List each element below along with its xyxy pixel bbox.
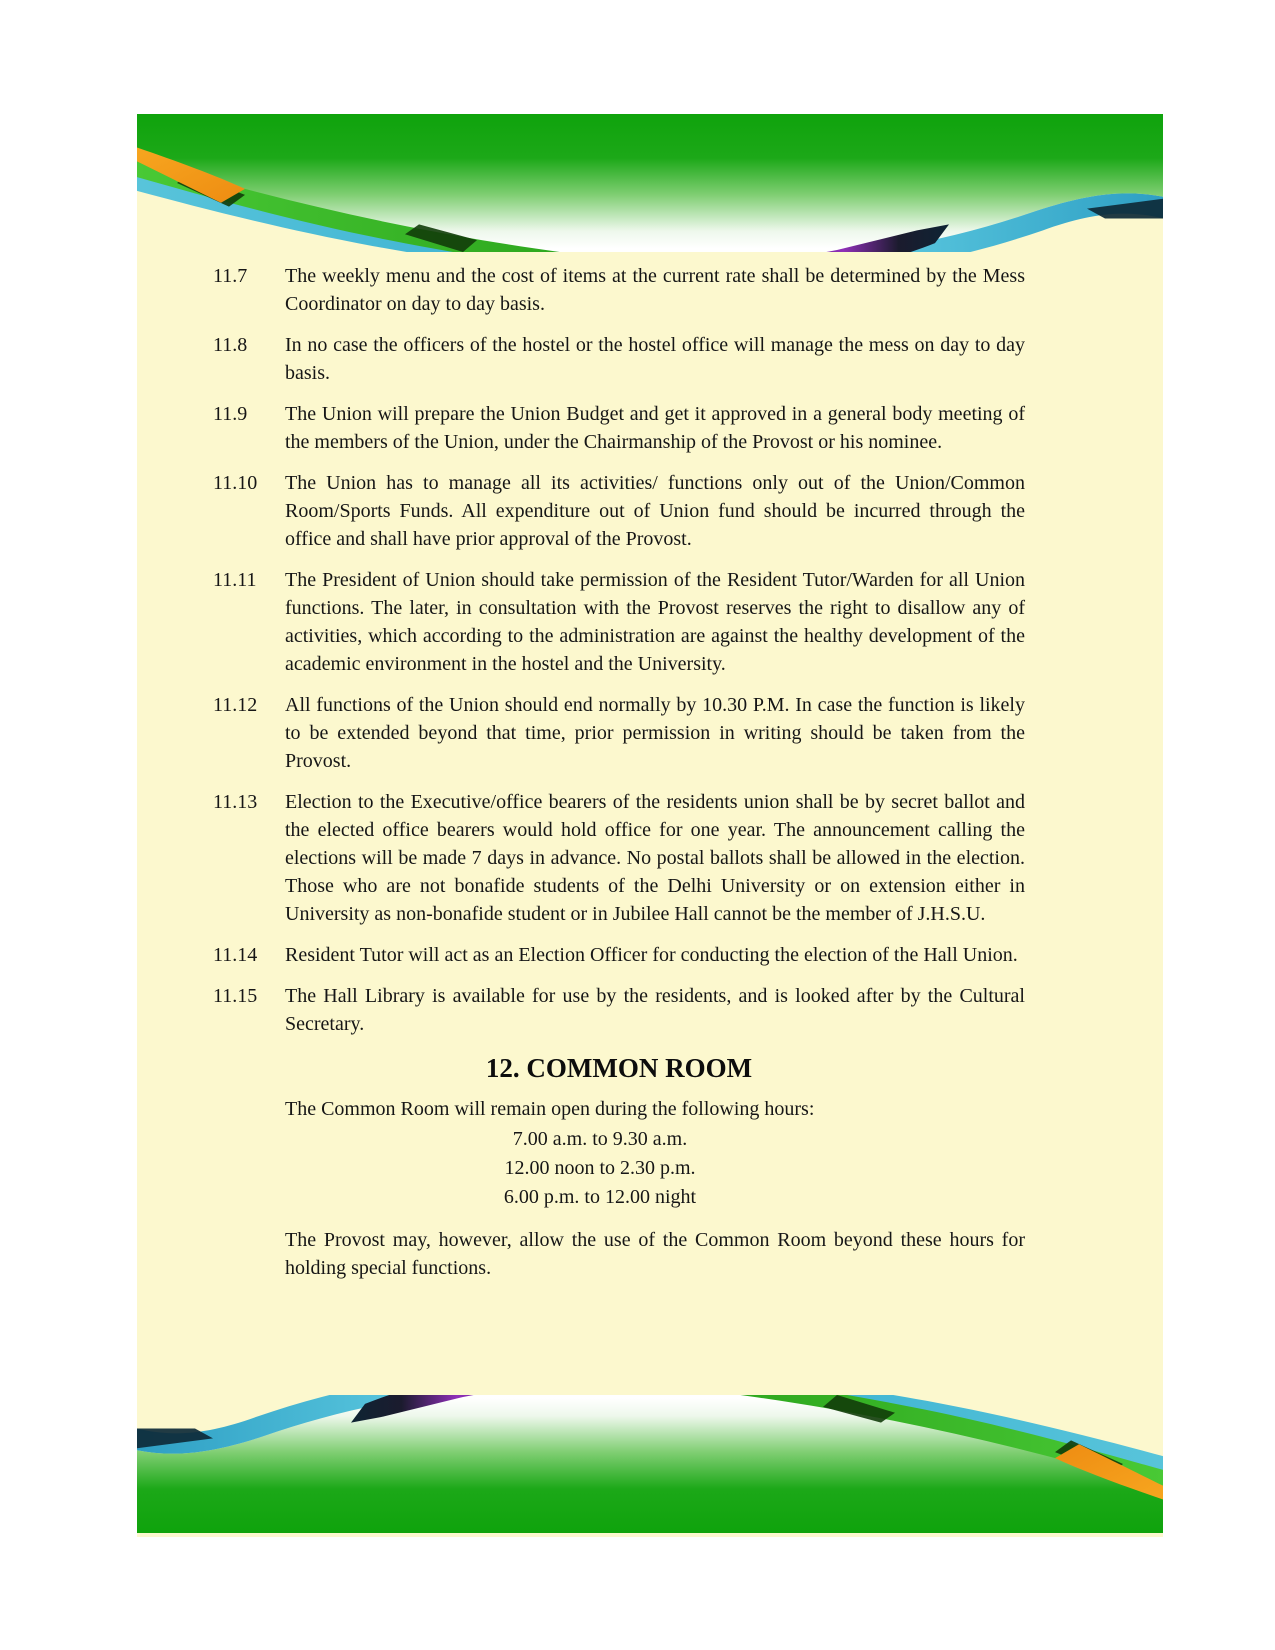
rules-list	[213, 262, 1025, 1038]
rule-item	[213, 400, 1025, 456]
rule-text: The Hall Library is available for use by the residents, and is looked after by the Cultural Secretary.	[285, 985, 1025, 1035]
page-content	[137, 254, 1163, 1282]
rule-item	[213, 691, 1025, 775]
document-page	[137, 114, 1163, 1537]
rule-number: 11.7	[213, 265, 248, 287]
rule-number: 11.10	[213, 472, 258, 494]
rule-item	[213, 469, 1025, 553]
rule-text: The President of Union should take permission of the Resident Tutor/Warden for all Union functions. The later, in consultation with the Provost reserves the right to disallow any of activities, which according to the administration are against the healthy development of the academic environment in the hostel and the University.	[285, 569, 1025, 675]
rule-number: 11.15	[213, 985, 258, 1007]
hours-list	[285, 1125, 915, 1212]
top-wave-decoration	[137, 114, 1163, 252]
rule-text: The weekly menu and the cost of items at the current rate shall be determined by the Mess Coordinator on day to day basis.	[285, 265, 1025, 315]
rule-number: 11.14	[213, 944, 258, 966]
rule-number: 11.11	[213, 569, 257, 591]
provost-note: The Provost may, however, allow the use of the Common Room beyond these hours for holding special functions.	[285, 1229, 1025, 1279]
rule-item	[213, 262, 1025, 318]
hours-line: 6.00 p.m. to 12.00 night	[503, 1186, 697, 1208]
rule-item	[213, 331, 1025, 387]
rule-number: 11.12	[213, 694, 258, 716]
rule-number: 11.9	[213, 403, 248, 425]
rule-number: 11.13	[213, 791, 258, 813]
hours-line: 7.00 a.m. to 9.30 a.m.	[512, 1128, 688, 1150]
rule-text: The Union has to manage all its activities/ functions only out of the Union/Common Room/Sports Funds. All expenditure out of Union fund should be incurred through the office and shall have prior approval of the Provost.	[285, 472, 1025, 550]
rule-text: The Union will prepare the Union Budget and get it approved in a general body meeting of the members of the Union, under the Chairmanship of the Provost or his nominee.	[285, 403, 1025, 453]
bottom-wave-decoration	[137, 1395, 1163, 1533]
rule-item	[213, 941, 1025, 969]
rule-text: Election to the Executive/office bearers of the residents union shall be by secret ballot and the elected office bearers would hold office for one year. The announcement calling the elections will be made 7 days in advance. No postal ballots shall be allowed in the election. Those who are not bonafide students of the Delhi University or on extension either in University as non-bonafide student or in Jubilee Hall cannot be the member of J.H.S.U.	[285, 791, 1025, 925]
section-heading: 12. COMMON ROOM	[485, 1053, 753, 1083]
rule-number: 11.8	[213, 334, 248, 356]
rule-item	[213, 566, 1025, 678]
hours-line: 12.00 noon to 2.30 p.m.	[504, 1157, 696, 1179]
common-room-intro: The Common Room will remain open during the following hours:	[285, 1098, 815, 1120]
rule-text: In no case the officers of the hostel or the hostel office will manage the mess on day to day basis.	[285, 334, 1025, 384]
rule-item	[213, 982, 1025, 1038]
rule-text: Resident Tutor will act as an Election Officer for conducting the election of the Hall Union.	[285, 944, 1018, 966]
rule-item	[213, 788, 1025, 928]
rule-text: All functions of the Union should end normally by 10.30 P.M. In case the function is likely to be extended beyond that time, prior permission in writing should be taken from the Provost.	[285, 694, 1025, 772]
